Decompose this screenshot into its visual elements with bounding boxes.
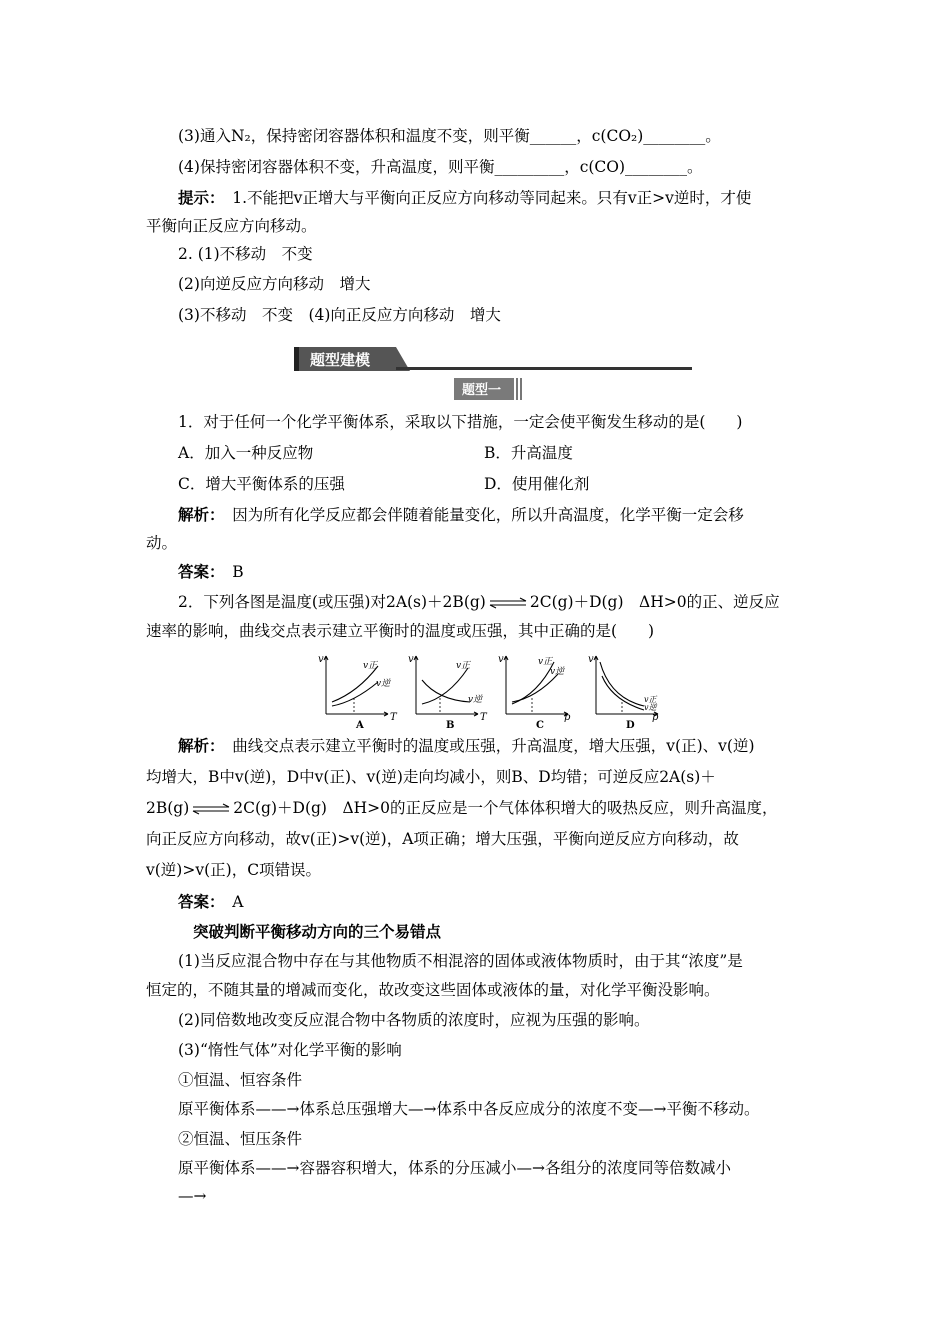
graph-a-yaxis: v — [318, 654, 324, 665]
q2-stem — [178, 592, 780, 612]
hint-text-1: 1.不能把v正增大与平衡向正反应方向移动等同起来。只有v正>v逆时，才使 — [232, 189, 752, 207]
q1-analysis-text: 因为所有化学反应都会伴随着能量变化，所以升高温度，化学平衡一定会移 — [232, 506, 744, 524]
q2-analysis-label: 解析： — [178, 737, 217, 755]
hint-line-4: (3)不移动 不变 (4)向正反应方向移动 增大 — [178, 306, 501, 324]
graph-b-line1-label: v正 — [456, 661, 471, 671]
q2-analysis-4: 向正反应方向移动，故v(正)>v(逆)，A项正确；增大压强，平衡向逆反应方向移动，故 — [146, 830, 739, 848]
graph-a-line2-label: v逆 — [376, 679, 391, 689]
hint-line-2: 2. (1)不移动 不变 — [178, 245, 313, 263]
graph-d-yaxis: v — [588, 654, 594, 665]
q1-answer-label: 答案： — [178, 563, 217, 581]
graph-c-letter: C — [536, 720, 544, 730]
graph-c-line2-label: v逆 — [550, 667, 565, 677]
q2-stem-part-b: 2C(g)＋D(g) ΔH>0的正、逆反应 — [529, 593, 780, 611]
graph-b-letter: B — [446, 720, 455, 730]
question-4-line: (4)保持密闭容器体积不变，升高温度，则平衡_________，c(CO)________。 — [178, 158, 703, 176]
q2-analysis-3 — [146, 798, 778, 818]
q1-analysis-2: 动。 — [146, 534, 178, 552]
q2-stem-2: 速率的影响，曲线交点表示建立平衡时的温度或压强，其中正确的是( ) — [146, 622, 655, 640]
q2-answer-value: A — [232, 893, 244, 911]
graph-d-line2-label: v逆 — [644, 703, 657, 712]
q1-option-d: D．使用催化剂 — [484, 475, 590, 493]
banner-rule — [396, 367, 692, 370]
q2-analysis-5: v(逆)>v(正)，C项错误。 — [146, 861, 322, 879]
graph-c-yaxis: v — [498, 654, 504, 665]
tip-3: (3)“惰性气体”对化学平衡的影响 — [178, 1041, 402, 1059]
tip-6: ②恒温、恒压条件 — [178, 1130, 303, 1148]
equilibrium-arrow-icon — [486, 597, 530, 609]
tip-7: 原平衡体系——→容器容积增大，体系的分压减小—→各组分的浓度同等倍数减小 — [178, 1159, 731, 1177]
graph-b-line2-label: v逆 — [468, 695, 483, 705]
q2-analysis-3b: 2C(g)＋D(g) ΔH>0的正反应是一个气体体积增大的吸热反应，则升高温度， — [233, 799, 778, 817]
graph-d — [588, 654, 659, 730]
graph-c-xaxis: p — [564, 712, 571, 723]
section-banner — [292, 345, 694, 405]
hint-line-1b: 平衡向正反应方向移动。 — [146, 217, 317, 235]
q1-option-a: A．加入一种反应物 — [178, 444, 314, 462]
rate-graphs — [318, 652, 670, 730]
hint-line-1 — [178, 188, 751, 208]
graph-d-letter: D — [626, 720, 635, 730]
question-3-line: (3)通入N₂，保持密闭容器体积和温度不变，则平衡______，c(CO₂)________。 — [178, 127, 721, 145]
graph-a-line1-label: v正 — [363, 661, 378, 671]
tip-1b: 恒定的，不随其量的增减而变化，故改变这些固体或液体的量，对化学平衡没影响。 — [146, 981, 720, 999]
graph-b-yaxis: v — [408, 654, 414, 665]
q2-stem-part-a: 2．下列各图是温度(或压强)对2A(s)＋2B(g) — [178, 593, 486, 611]
q1-stem: 1．对于任何一个化学平衡体系，采取以下措施，一定会使平衡发生移动的是( ) — [178, 413, 743, 431]
q1-answer-value: B — [232, 563, 244, 581]
tip-4: ①恒温、恒容条件 — [178, 1071, 303, 1089]
tips-title: 突破判断平衡移动方向的三个易错点 — [193, 923, 442, 941]
graph-d-xaxis: p — [652, 712, 659, 723]
q1-option-c: C．增大平衡体系的压强 — [178, 475, 345, 493]
q1-analysis-label: 解析： — [178, 506, 217, 524]
graph-c-line1-label: v正 — [538, 657, 553, 667]
graph-b — [408, 654, 488, 730]
q2-analysis-text-1: 曲线交点表示建立平衡时的温度或压强，升高温度，增大压强，v(正)、v(逆) — [232, 737, 755, 755]
graph-a-letter: A — [356, 720, 364, 730]
tip-1: (1)当反应混合物中存在与其他物质不相混溶的固体或液体物质时，由于其“浓度”是 — [178, 952, 743, 970]
q1-analysis — [178, 505, 744, 525]
graph-c — [498, 654, 571, 730]
graph-a-xaxis: T — [390, 712, 397, 723]
tip-5: 原平衡体系——→体系总压强增大—→体系中各反应成分的浓度不变—→平衡不移动。 — [178, 1100, 760, 1118]
graph-d-line1-label: v正 — [644, 695, 657, 704]
q2-analysis-2: 均增大，B中v(逆)，D中v(正)、v(逆)走向均减小，则B、D均错；可逆反应2A(s)＋ — [146, 768, 716, 786]
q2-analysis-3a: 2B(g) — [146, 799, 190, 817]
tip-8: —→ — [178, 1187, 207, 1205]
q1-answer — [178, 562, 244, 582]
banner-title: 题型建模 — [310, 351, 371, 369]
hint-label: 提示： — [178, 189, 217, 207]
q2-analysis-1 — [178, 736, 755, 756]
banner-subtitle: 题型一 — [462, 383, 502, 398]
hint-line-3: (2)向逆反应方向移动 增大 — [178, 275, 371, 293]
graph-a — [318, 654, 398, 730]
graph-b-xaxis: T — [480, 712, 487, 723]
q2-answer-label: 答案： — [178, 893, 217, 911]
q2-answer — [178, 892, 243, 912]
tip-2: (2)同倍数地改变反应混合物中各物质的浓度时，应视为压强的影响。 — [178, 1011, 650, 1029]
equilibrium-arrow-icon — [189, 803, 233, 815]
q1-option-b: B．升高温度 — [484, 444, 573, 462]
